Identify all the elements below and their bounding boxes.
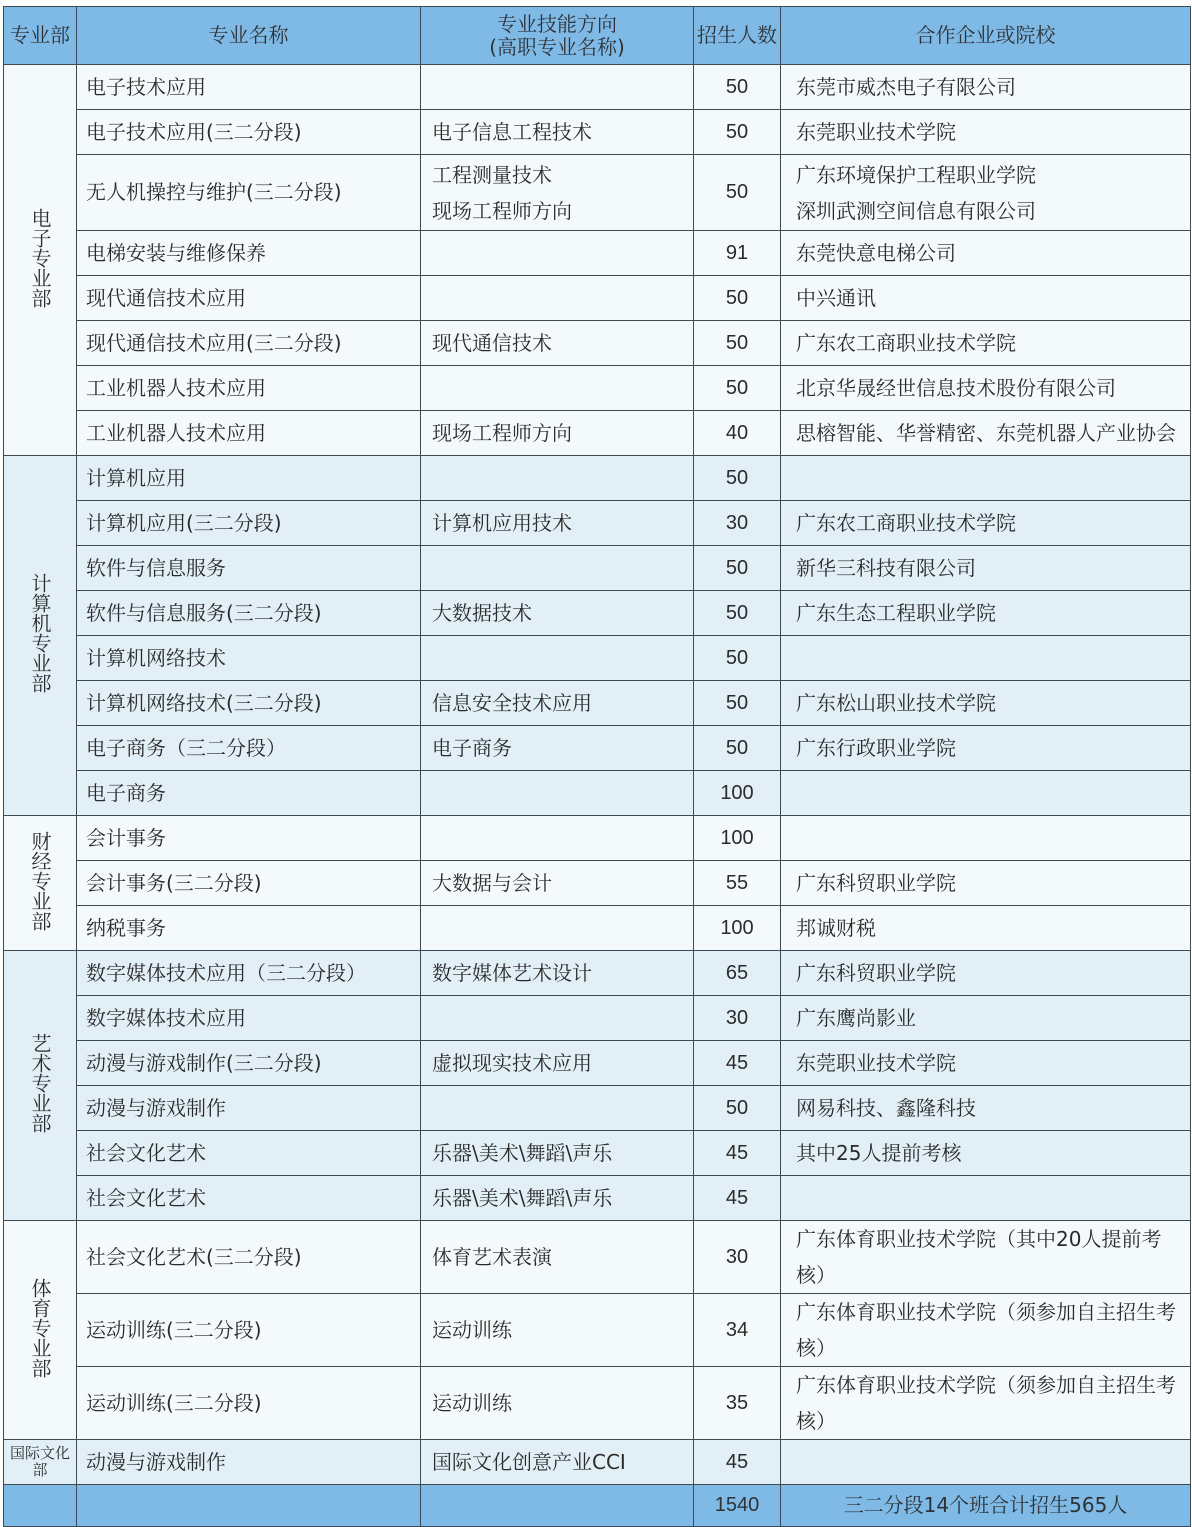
track-cell xyxy=(421,771,694,816)
partner-cell xyxy=(781,1440,1191,1485)
track-line: 乐器\美术\舞蹈\声乐 xyxy=(432,1186,613,1210)
track-line: 乐器\美术\舞蹈\声乐 xyxy=(432,1141,613,1165)
dept-label: 计算机专业部 xyxy=(28,573,52,693)
track-cell xyxy=(421,1176,694,1221)
partner-cell xyxy=(781,155,1191,231)
partner-line: 其中25人提前考核 xyxy=(796,1141,962,1165)
track-line: 电子信息工程技术 xyxy=(432,120,592,144)
table-row xyxy=(4,276,1191,321)
track-cell xyxy=(421,411,694,456)
table-row xyxy=(4,861,1191,906)
header-major: 专业名称 xyxy=(77,7,421,65)
table-row xyxy=(4,591,1191,636)
track-cell xyxy=(421,276,694,321)
partner-line: 邦诚财税 xyxy=(796,916,876,940)
track-cell xyxy=(421,816,694,861)
major-cell: 运动训练(三二分段) xyxy=(77,1367,421,1440)
major-cell: 动漫与游戏制作 xyxy=(77,1086,421,1131)
major-cell: 计算机应用(三二分段) xyxy=(77,501,421,546)
table-body xyxy=(4,65,1191,1485)
major-cell: 工业机器人技术应用 xyxy=(77,411,421,456)
track-cell xyxy=(421,726,694,771)
header-row xyxy=(4,7,1191,65)
header-count: 招生人数 xyxy=(694,7,781,65)
dept-label: 电子专业部 xyxy=(28,207,52,308)
partner-cell xyxy=(781,411,1191,456)
table-row xyxy=(4,546,1191,591)
track-line: 电子商务 xyxy=(432,736,512,760)
partner-cell xyxy=(781,1176,1191,1221)
partner-cell xyxy=(781,681,1191,726)
table-row xyxy=(4,636,1191,681)
track-cell xyxy=(421,501,694,546)
major-cell: 动漫与游戏制作 xyxy=(77,1440,421,1485)
enrollment-table xyxy=(3,6,1191,1527)
track-line: 运动训练 xyxy=(432,1391,512,1415)
track-cell xyxy=(421,110,694,155)
count-cell: 50 xyxy=(694,366,781,411)
table-row xyxy=(4,906,1191,951)
count-cell: 55 xyxy=(694,861,781,906)
count-cell: 30 xyxy=(694,501,781,546)
footer-note: 三二分段14个班合计招生565人 xyxy=(781,1485,1191,1527)
footer-empty-track xyxy=(421,1485,694,1527)
partner-line: 广东体育职业技术学院（须参加自主招生考核） xyxy=(796,1373,1176,1433)
header-track-line2: (高职专业名称) xyxy=(489,34,625,59)
major-cell: 无人机操控与维护(三二分段) xyxy=(77,155,421,231)
major-cell: 电梯安装与维修保养 xyxy=(77,231,421,276)
count-cell: 100 xyxy=(694,906,781,951)
partner-cell xyxy=(781,1294,1191,1367)
table-row xyxy=(4,951,1191,996)
partner-cell xyxy=(781,456,1191,501)
track-cell xyxy=(421,1131,694,1176)
table-row xyxy=(4,155,1191,231)
dept-cell xyxy=(4,1440,77,1485)
partner-line: 东莞职业技术学院 xyxy=(796,1051,956,1075)
table-row xyxy=(4,1221,1191,1294)
track-cell xyxy=(421,591,694,636)
major-cell: 软件与信息服务 xyxy=(77,546,421,591)
partner-line: 中兴通讯 xyxy=(796,286,876,310)
table-row xyxy=(4,1294,1191,1367)
dept-label: 艺术专业部 xyxy=(28,1033,52,1133)
partner-line: 网易科技、鑫隆科技 xyxy=(796,1096,976,1120)
header-dept: 专业部 xyxy=(4,7,77,65)
track-line: 现场工程师方向 xyxy=(432,421,572,445)
partner-cell xyxy=(781,906,1191,951)
track-line: 现场工程师方向 xyxy=(432,198,572,223)
count-cell: 50 xyxy=(694,110,781,155)
track-cell xyxy=(421,681,694,726)
partner-line: 广东科贸职业学院 xyxy=(796,871,956,895)
track-line: 运动训练 xyxy=(432,1318,512,1342)
dept-cell xyxy=(4,65,77,456)
partner-line: 东莞快意电梯公司 xyxy=(796,241,956,265)
dept-cell xyxy=(4,1221,77,1440)
table-row xyxy=(4,681,1191,726)
footer-empty-dept xyxy=(4,1485,77,1527)
track-cell xyxy=(421,65,694,110)
count-cell: 91 xyxy=(694,231,781,276)
major-cell: 纳税事务 xyxy=(77,906,421,951)
partner-cell xyxy=(781,231,1191,276)
table-row xyxy=(4,996,1191,1041)
major-cell: 社会文化艺术 xyxy=(77,1131,421,1176)
partner-cell xyxy=(781,366,1191,411)
partner-cell xyxy=(781,816,1191,861)
partner-cell xyxy=(781,1041,1191,1086)
partner-cell xyxy=(781,276,1191,321)
track-line: 虚拟现实技术应用 xyxy=(432,1051,592,1075)
header-track-line1: 专业技能方向 xyxy=(497,11,617,36)
enrollment-table-container xyxy=(3,6,1190,1527)
track-cell xyxy=(421,546,694,591)
major-cell: 会计事务 xyxy=(77,816,421,861)
count-cell: 30 xyxy=(694,1221,781,1294)
partner-cell xyxy=(781,771,1191,816)
partner-cell xyxy=(781,546,1191,591)
partner-line: 深圳武测空间信息有限公司 xyxy=(796,198,1036,223)
partner-line: 新华三科技有限公司 xyxy=(796,556,976,580)
track-cell xyxy=(421,1367,694,1440)
count-cell: 30 xyxy=(694,996,781,1041)
major-cell: 电子技术应用(三二分段) xyxy=(77,110,421,155)
track-line: 现代通信技术 xyxy=(432,331,552,355)
dept-cell xyxy=(4,951,77,1221)
partner-line: 广东环境保护工程职业学院 xyxy=(796,162,1036,187)
footer-row xyxy=(4,1485,1191,1527)
count-cell: 50 xyxy=(694,65,781,110)
major-cell: 软件与信息服务(三二分段) xyxy=(77,591,421,636)
major-cell: 数字媒体技术应用（三二分段） xyxy=(77,951,421,996)
table-row xyxy=(4,1041,1191,1086)
track-line: 信息安全技术应用 xyxy=(432,691,592,715)
count-cell: 40 xyxy=(694,411,781,456)
partner-line: 广东体育职业技术学院（须参加自主招生考核） xyxy=(796,1300,1176,1360)
partner-line: 广东鹰尚影业 xyxy=(796,1006,916,1030)
partner-cell xyxy=(781,591,1191,636)
track-cell xyxy=(421,1440,694,1485)
count-cell: 100 xyxy=(694,816,781,861)
major-cell: 计算机网络技术 xyxy=(77,636,421,681)
footer-total: 1540 xyxy=(694,1485,781,1527)
partner-line: 广东行政职业学院 xyxy=(796,736,956,760)
count-cell: 50 xyxy=(694,636,781,681)
partner-line: 广东科贸职业学院 xyxy=(796,961,956,985)
track-cell xyxy=(421,996,694,1041)
track-cell xyxy=(421,861,694,906)
partner-cell xyxy=(781,636,1191,681)
track-line: 大数据与会计 xyxy=(432,871,552,895)
track-line: 国际文化创意产业CCI xyxy=(432,1450,626,1474)
count-cell: 100 xyxy=(694,771,781,816)
count-cell: 34 xyxy=(694,1294,781,1367)
count-cell: 50 xyxy=(694,591,781,636)
count-cell: 50 xyxy=(694,1086,781,1131)
partner-cell xyxy=(781,1221,1191,1294)
partner-line: 广东生态工程职业学院 xyxy=(796,601,996,625)
table-row xyxy=(4,1176,1191,1221)
count-cell: 35 xyxy=(694,1367,781,1440)
partner-line: 广东体育职业技术学院（其中20人提前考核） xyxy=(796,1227,1162,1287)
count-cell: 50 xyxy=(694,546,781,591)
track-line: 计算机应用技术 xyxy=(432,511,572,535)
partner-line: 广东松山职业技术学院 xyxy=(796,691,996,715)
dept-label: 财经专业部 xyxy=(28,830,52,931)
major-cell: 现代通信技术应用(三二分段) xyxy=(77,321,421,366)
dept-label: 体育专业部 xyxy=(28,1277,52,1378)
partner-cell xyxy=(781,726,1191,771)
partner-cell xyxy=(781,501,1191,546)
major-cell: 动漫与游戏制作(三二分段) xyxy=(77,1041,421,1086)
table-row xyxy=(4,726,1191,771)
table-row xyxy=(4,816,1191,861)
partner-cell xyxy=(781,1367,1191,1440)
major-cell: 工业机器人技术应用 xyxy=(77,366,421,411)
table-row xyxy=(4,65,1191,110)
table-row xyxy=(4,501,1191,546)
major-cell: 运动训练(三二分段) xyxy=(77,1294,421,1367)
count-cell: 45 xyxy=(694,1131,781,1176)
track-line: 数字媒体艺术设计 xyxy=(432,961,592,985)
table-row xyxy=(4,231,1191,276)
partner-cell xyxy=(781,861,1191,906)
partner-cell xyxy=(781,996,1191,1041)
track-line: 工程测量技术 xyxy=(432,162,552,187)
track-cell xyxy=(421,231,694,276)
count-cell: 45 xyxy=(694,1041,781,1086)
partner-cell xyxy=(781,951,1191,996)
count-cell: 50 xyxy=(694,155,781,231)
track-cell xyxy=(421,366,694,411)
partner-line: 东莞职业技术学院 xyxy=(796,120,956,144)
major-cell: 计算机网络技术(三二分段) xyxy=(77,681,421,726)
dept-cell xyxy=(4,816,77,951)
table-row xyxy=(4,366,1191,411)
count-cell: 50 xyxy=(694,681,781,726)
header-partner: 合作企业或院校 xyxy=(781,7,1191,65)
track-cell xyxy=(421,1041,694,1086)
table-row xyxy=(4,321,1191,366)
table-row xyxy=(4,456,1191,501)
partner-cell xyxy=(781,1131,1191,1176)
track-cell xyxy=(421,321,694,366)
count-cell: 45 xyxy=(694,1176,781,1221)
major-cell: 电子商务 xyxy=(77,771,421,816)
partner-line: 思榕智能、华誉精密、东莞机器人产业协会 xyxy=(796,421,1176,445)
major-cell: 现代通信技术应用 xyxy=(77,276,421,321)
footer-empty-major xyxy=(77,1485,421,1527)
count-cell: 45 xyxy=(694,1440,781,1485)
table-row xyxy=(4,1367,1191,1440)
track-line: 大数据技术 xyxy=(432,601,532,625)
major-cell: 会计事务(三二分段) xyxy=(77,861,421,906)
table-row xyxy=(4,411,1191,456)
table-row xyxy=(4,110,1191,155)
track-cell xyxy=(421,906,694,951)
major-cell: 社会文化艺术 xyxy=(77,1176,421,1221)
table-row xyxy=(4,1086,1191,1131)
track-cell xyxy=(421,456,694,501)
track-cell xyxy=(421,636,694,681)
dept-label: 国际文化部 xyxy=(9,1443,70,1479)
table-row xyxy=(4,1440,1191,1485)
partner-cell xyxy=(781,1086,1191,1131)
partner-line: 东莞市威杰电子有限公司 xyxy=(796,75,1016,99)
track-cell xyxy=(421,1086,694,1131)
partner-line: 广东农工商职业技术学院 xyxy=(796,511,1016,535)
major-cell: 计算机应用 xyxy=(77,456,421,501)
track-cell xyxy=(421,1294,694,1367)
major-cell: 电子技术应用 xyxy=(77,65,421,110)
count-cell: 50 xyxy=(694,456,781,501)
partner-line: 广东农工商职业技术学院 xyxy=(796,331,1016,355)
header-track xyxy=(421,7,694,65)
count-cell: 50 xyxy=(694,726,781,771)
table-row xyxy=(4,771,1191,816)
major-cell: 社会文化艺术(三二分段) xyxy=(77,1221,421,1294)
track-line: 体育艺术表演 xyxy=(432,1245,552,1269)
track-cell xyxy=(421,951,694,996)
dept-cell xyxy=(4,456,77,816)
track-cell xyxy=(421,1221,694,1294)
track-cell xyxy=(421,155,694,231)
partner-cell xyxy=(781,321,1191,366)
partner-cell xyxy=(781,65,1191,110)
count-cell: 65 xyxy=(694,951,781,996)
count-cell: 50 xyxy=(694,276,781,321)
count-cell: 50 xyxy=(694,321,781,366)
major-cell: 数字媒体技术应用 xyxy=(77,996,421,1041)
partner-cell xyxy=(781,110,1191,155)
partner-line: 北京华晟经世信息技术股份有限公司 xyxy=(796,376,1116,400)
table-row xyxy=(4,1131,1191,1176)
major-cell: 电子商务（三二分段） xyxy=(77,726,421,771)
